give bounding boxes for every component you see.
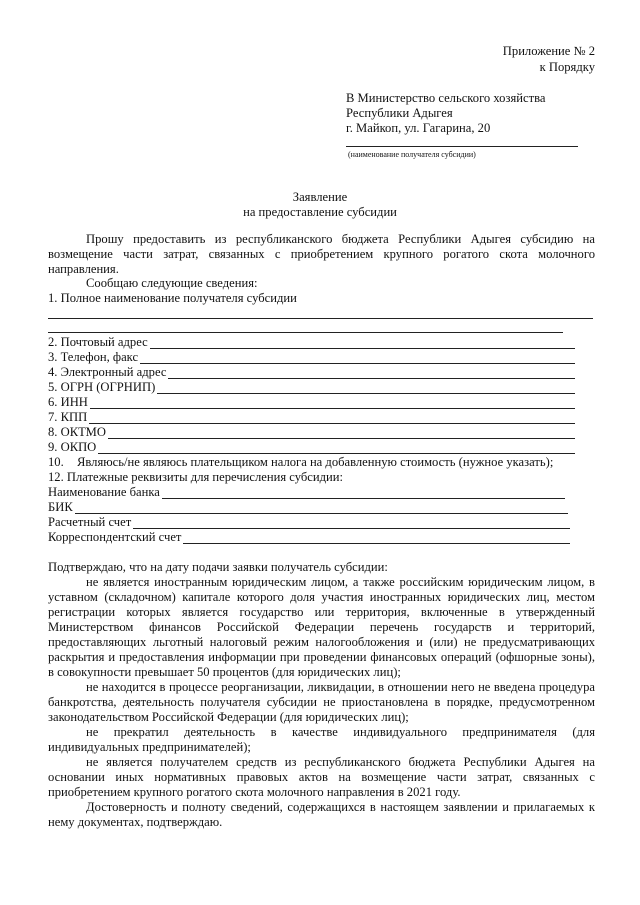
document-title: Заявление: [292, 190, 348, 204]
field-email-label: 4. Электронный адрес: [48, 365, 167, 379]
field-ogrn-label: 5. ОГРН (ОГРНИП): [48, 380, 156, 394]
field-oktmo-label: 8. ОКТМО: [48, 425, 106, 439]
confirm-item-accuracy: Достоверность и полноту сведений, содержащихся в настоящем заявлении и прилагаемых к нему документах, подтверждаю.: [48, 800, 595, 829]
confirm-item-other-funds: не является получателем средств из республиканского бюджета Республики Адыгея на основании иных нормативных правовых актов на возмещение части затрат, связанных с приобретением крупного рогатого скота молочного направления в 2021 году.: [48, 755, 595, 799]
field-bik[interactable]: [48, 500, 568, 515]
addressee-line-1: В Министерство сельского хозяйства: [346, 91, 546, 105]
field-email[interactable]: [48, 365, 575, 380]
field-bank-name[interactable]: [48, 485, 565, 500]
field-oktmo[interactable]: [48, 425, 575, 440]
appendix-number: Приложение № 2: [502, 44, 595, 58]
vat-item-number: 10.: [48, 455, 64, 469]
field-okpo[interactable]: [48, 440, 575, 455]
document-subtitle: на предоставление субсидии: [243, 205, 397, 219]
field-inn-label: 6. ИНН: [48, 395, 88, 409]
report-intro: Сообщаю следующие сведения:: [86, 276, 258, 290]
field-postal-address[interactable]: [48, 335, 575, 350]
field-full-name-line-1[interactable]: [48, 318, 593, 319]
field-full-name-label: 1. Полное наименование получателя субсидии: [48, 291, 297, 305]
request-paragraph: Прошу предоставить из республиканского бюджета Республики Адыгея субсидию на возмещение части затрат, связанных с приобретением крупного рогатого скота молочного направления.: [48, 232, 595, 276]
field-account-label: Расчетный счет: [48, 515, 132, 529]
addressee-underline: [346, 146, 578, 147]
field-phone-fax-label: 3. Телефон, факс: [48, 350, 139, 364]
appendix-reference: к Порядку: [539, 60, 595, 74]
field-corr-account-label: Корреспондентский счет: [48, 530, 182, 544]
addressee-line-3: г. Майкоп, ул. Гагарина, 20: [346, 121, 491, 135]
addressee-line-2: Республики Адыгея: [346, 106, 453, 120]
field-inn[interactable]: [48, 395, 575, 410]
field-kpp-label: 7. КПП: [48, 410, 88, 424]
field-kpp[interactable]: [48, 410, 575, 425]
field-full-name-line-2[interactable]: [48, 332, 563, 333]
confirm-heading: Подтверждаю, что на дату подачи заявки получатель субсидии:: [48, 560, 388, 574]
addressee-caption: (наименование получателя субсидии): [348, 150, 476, 159]
confirm-item-reorganization: не находится в процессе реорганизации, ликвидации, в отношении него не введена процедура банкротства, деятельность получателя субсидии не приостановлена в порядке, предусмотренном законодательством Российской Федерации (для юридических лиц);: [48, 680, 595, 724]
confirm-item-foreign-entity: не является иностранным юридическим лицом, а также российским юридическим лицом, в уставном (складочном) капитале которого доля участия иностранных юридических лиц, местом регистрации которых является государство или территория, включенные в утвержденный Министерством финансов Российской Федерации перечень государств и территорий, предоставляющих льготный налоговый режим налогообложения и (или) не предусматривающих раскрытия и предоставления информации при проведении финансовых операций (офшорные зоны), в совокупности превышает 50 процентов (для юридических лиц);: [48, 575, 595, 679]
field-account[interactable]: [48, 515, 570, 530]
confirm-item-entrepreneur: не прекратил деятельность в качестве индивидуального предпринимателя (для индивидуальных предпринимателей);: [48, 725, 595, 754]
field-phone-fax[interactable]: [48, 350, 575, 365]
vat-status: Являюсь/не являюсь плательщиком налога на добавленную стоимость (нужное указать);: [77, 455, 554, 469]
field-postal-address-label: 2. Почтовый адрес: [48, 335, 148, 349]
bank-details-heading: 12. Платежные реквизиты для перечисления субсидии:: [48, 470, 343, 484]
field-ogrn[interactable]: [48, 380, 575, 395]
field-bik-label: БИК: [48, 500, 73, 514]
field-bank-name-label: Наименование банка: [48, 485, 160, 499]
field-okpo-label: 9. ОКПО: [48, 440, 97, 454]
field-corr-account[interactable]: [48, 530, 570, 545]
